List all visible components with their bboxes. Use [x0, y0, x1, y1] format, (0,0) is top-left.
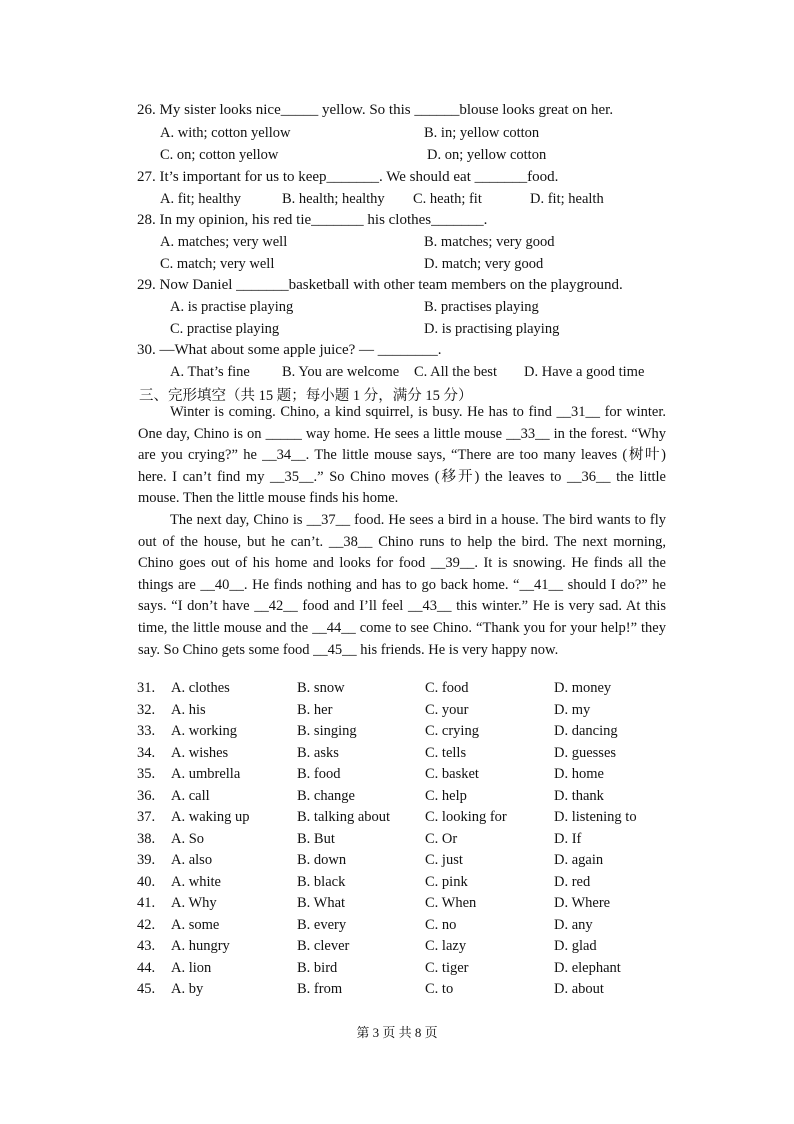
option-d: D. Where — [554, 895, 611, 911]
option-a: A. working — [171, 723, 238, 739]
question-26-option-a: A. with; cotton yellow — [160, 125, 291, 141]
option-d: D. guesses — [554, 744, 617, 761]
option-number: 39. — [137, 852, 156, 868]
option-c: C. no — [425, 916, 457, 933]
option-number: 31. — [137, 680, 156, 696]
question-30-stem: 30. —What about some apple juice? — ________. — [137, 342, 442, 358]
option-a: A. So — [171, 830, 205, 847]
question-29-option-d: D. is practising playing — [424, 321, 560, 337]
option-c: C. tells — [425, 744, 467, 761]
question-28-option-c: C. match; very well — [160, 256, 275, 272]
option-a: A. some — [171, 916, 220, 933]
option-a: A. also — [171, 852, 213, 868]
option-c: C. looking for — [425, 809, 507, 825]
option-c: C. crying — [425, 723, 479, 739]
option-number: 42. — [137, 916, 156, 933]
option-number: 41. — [137, 895, 156, 911]
option-b: B. her — [297, 701, 333, 718]
option-b: B. What — [297, 895, 346, 911]
option-a: A. hungry — [171, 938, 230, 954]
option-c: C. pink — [425, 873, 468, 890]
option-c: C. When — [425, 895, 477, 911]
question-27-option-a: A. fit; healthy — [160, 191, 241, 207]
option-c: C. help — [425, 787, 467, 804]
question-29-option-b: B. practises playing — [424, 299, 539, 315]
option-number: 34. — [137, 744, 156, 761]
option-d: D. red — [554, 873, 591, 890]
option-number: 45. — [137, 981, 156, 997]
option-a: A. wishes — [171, 744, 229, 761]
option-c: C. Or — [425, 830, 458, 847]
question-28-option-a: A. matches; very well — [160, 234, 288, 250]
option-number: 33. — [137, 723, 156, 739]
option-b: B. singing — [297, 723, 357, 739]
option-d: D. home — [554, 766, 604, 782]
option-number: 40. — [137, 873, 156, 890]
option-a: A. his — [171, 701, 206, 718]
option-b: B. from — [297, 981, 343, 997]
question-30-option-a: A. That’s fine — [170, 364, 250, 380]
question-27-option-d: D. fit; health — [530, 191, 604, 207]
option-a: A. clothes — [171, 680, 230, 696]
option-a: A. white — [171, 873, 221, 890]
option-number: 44. — [137, 959, 156, 976]
option-d: D. any — [554, 916, 593, 933]
option-c: C. food — [425, 680, 469, 696]
cloze-passage — [138, 402, 666, 661]
option-d: D. about — [554, 981, 604, 997]
option-c: C. tiger — [425, 959, 469, 976]
option-a: A. Why — [171, 895, 217, 911]
option-number: 43. — [137, 938, 156, 954]
question-29-option-a: A. is practise playing — [170, 299, 294, 315]
option-c: C. just — [425, 852, 463, 868]
option-a: A. by — [171, 981, 204, 997]
option-number: 35. — [137, 766, 156, 782]
question-29-stem: 29. Now Daniel _______basketball with other team members on the playground. — [137, 277, 623, 293]
option-number: 38. — [137, 830, 156, 847]
option-number: 37. — [137, 809, 156, 825]
option-b: B. talking about — [297, 809, 391, 825]
question-27-option-c: C. heath; fit — [413, 191, 482, 207]
option-b: B. food — [297, 766, 341, 782]
option-d: D. glad — [554, 938, 597, 954]
option-b: B. every — [297, 916, 347, 933]
question-27-stem: 27. It’s important for us to keep_______. We should eat _______food. — [137, 169, 559, 185]
option-c: C. basket — [425, 766, 479, 782]
option-c: C. lazy — [425, 938, 467, 954]
question-26-option-b: B. in; yellow cotton — [424, 125, 540, 141]
option-d: D. dancing — [554, 723, 618, 739]
option-number: 36. — [137, 787, 156, 804]
question-28-option-d: D. match; very good — [424, 256, 544, 272]
option-b: B. black — [297, 873, 346, 890]
question-28-option-b: B. matches; very good — [424, 234, 555, 250]
option-d: D. listening to — [554, 809, 637, 825]
option-number: 32. — [137, 701, 156, 718]
question-29-option-c: C. practise playing — [170, 321, 280, 337]
question-27-option-b: B. health; healthy — [282, 191, 385, 207]
option-b: B. change — [297, 787, 355, 804]
option-a: A. umbrella — [171, 766, 241, 782]
option-d: D. elephant — [554, 959, 621, 976]
option-b: B. But — [297, 830, 335, 847]
option-b: B. snow — [297, 680, 345, 696]
question-26-option-c: C. on; cotton yellow — [160, 147, 279, 163]
passage-paragraph-2: The next day, Chino is __37__ food. He sees a bird in a house. The bird wants to fly out of the house, but he can’t. __38__ Chino runs to help the bird. The next morning, Chino goes out of his home and looks for food __39__. It is snowing. He finds all the things are __40__. He finds nothing and has to go back home. “__41__ should I do?” he says. “I don’t have __42__ food and I’ll feel __43__ this winter.” He is very sad. At this time, the little mouse and the __44__ come to see Chino. “Thank you for your help!” they say. So Chino gets some food __45__ his friends. He is very happy now. — [138, 511, 666, 658]
option-c: C. to — [425, 981, 454, 997]
question-30-option-d: D. Have a good time — [524, 364, 645, 380]
option-a: A. waking up — [171, 809, 250, 825]
option-d: D. thank — [554, 787, 604, 804]
option-d: D. my — [554, 701, 591, 718]
option-a: A. call — [171, 787, 210, 804]
page-number-footer: 第 3 页 共 8 页 — [356, 1025, 438, 1040]
question-30-option-c: C. All the best — [414, 364, 497, 380]
question-26-stem: 26. My sister looks nice_____ yellow. So this ______blouse looks great on her. — [137, 102, 614, 118]
option-b: B. bird — [297, 959, 338, 976]
passage-paragraph-1: Winter is coming. Chino, a kind squirrel, is busy. He has to find __31__ for winter. One day, Chino is on _____ way home. He sees a little mouse __33__ in the forest. “Why are you crying?” he __34__. The little mouse says, “There are too many leaves (树叶) here. I can’t find my __35__.” So Chino moves (移开) the leaves to __36__ the little mouse. Then the little mouse finds his home. — [138, 404, 666, 507]
question-26-option-d: D. on; yellow cotton — [427, 147, 547, 163]
section-heading: 三、完形填空（共 15 题；每小题 1 分，满分 15 分） — [139, 388, 473, 404]
option-a: A. lion — [171, 959, 212, 976]
option-b: B. asks — [297, 744, 339, 761]
option-c: C. your — [425, 701, 469, 718]
option-d: D. again — [554, 852, 604, 868]
question-28-stem: 28. In my opinion, his red tie_______ his clothes_______. — [137, 212, 488, 228]
option-b: B. down — [297, 852, 347, 868]
question-30-option-b: B. You are welcome — [282, 364, 400, 380]
option-d: D. money — [554, 680, 612, 696]
option-d: D. If — [554, 830, 582, 847]
option-b: B. clever — [297, 938, 350, 954]
